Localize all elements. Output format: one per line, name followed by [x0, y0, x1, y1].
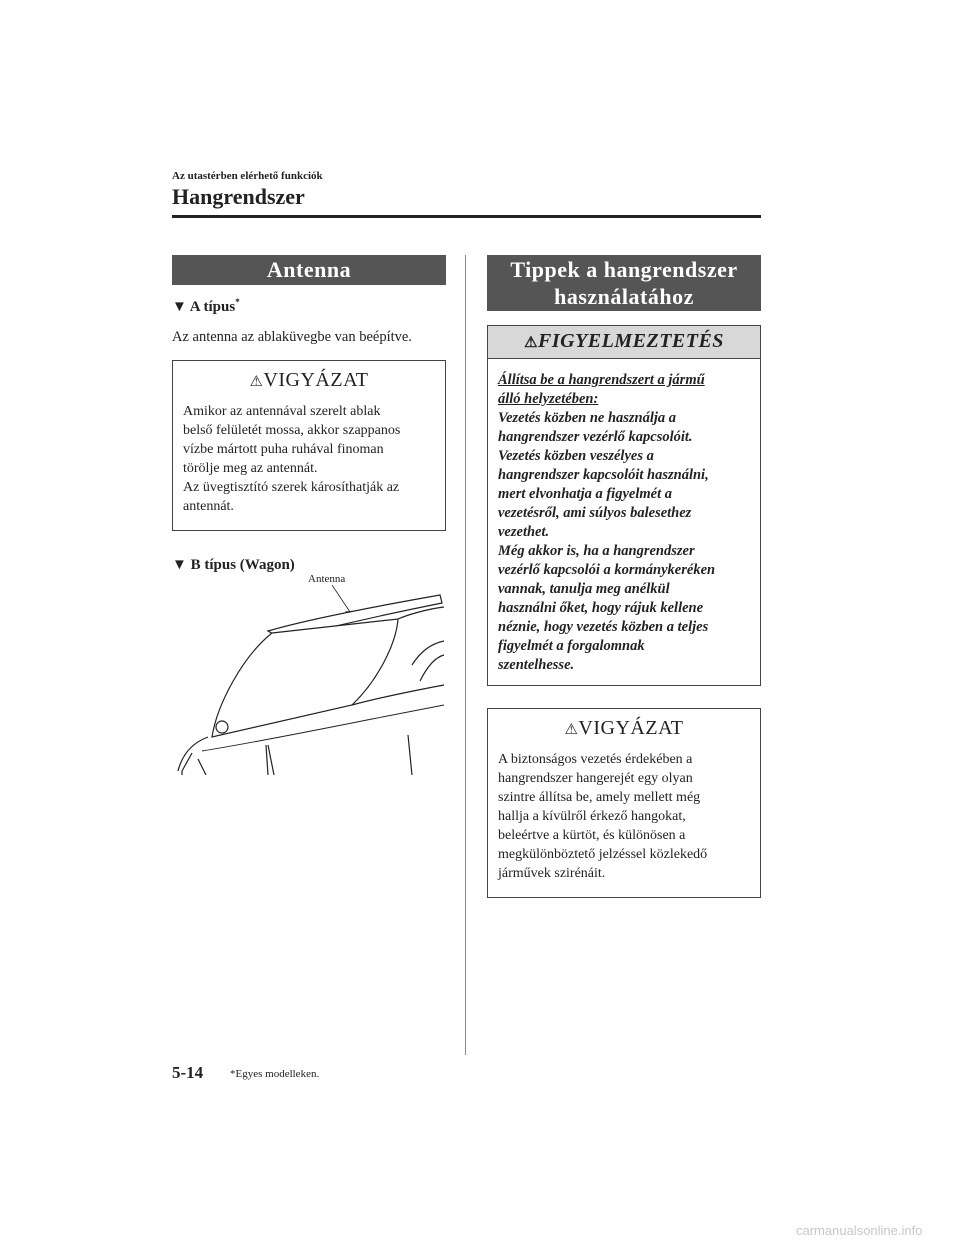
- caution-line: antennát.: [183, 499, 234, 514]
- car-rear-illustration: [172, 585, 446, 775]
- caution-title-text: VIGYÁZAT: [263, 369, 369, 391]
- warning-underline-line: álló helyzetében:: [498, 391, 599, 407]
- caution-line: beleértve a kürtöt, és különösen a: [498, 828, 686, 843]
- warning-text: [498, 409, 750, 675]
- tips-banner: [487, 255, 761, 311]
- caution-line: törölje meg az antennát.: [183, 461, 318, 476]
- caution-line: megkülönböztető jelzéssel közlekedő: [498, 847, 708, 862]
- caution-line: A biztonságos vezetés érdekében a: [498, 752, 693, 767]
- warning-line: Vezetés közben veszélyes a: [498, 448, 654, 464]
- right-column: [487, 255, 761, 898]
- page-number: 5-14: [172, 1063, 204, 1082]
- type-a-text: Az antenna az ablaküvegbe van beépítve.: [172, 329, 412, 345]
- warning-line: Még akkor is, ha a hangrendszer: [498, 543, 695, 559]
- warning-underlined-text: [498, 371, 750, 409]
- caution-title: [498, 709, 750, 750]
- breadcrumb: Az utastérben elérhető funkciók: [172, 170, 323, 182]
- rear-window-antenna-figure: [172, 585, 446, 780]
- type-a-heading: [172, 297, 446, 316]
- left-column: [172, 255, 446, 574]
- caution-title: [183, 361, 435, 402]
- caution-line: vízbe mártott puha ruhával finoman: [183, 442, 384, 457]
- caution-line: Az üvegtisztító szerek károsíthatják az: [183, 480, 400, 495]
- caution-line: belső felületét mossa, akkor szappanos: [183, 423, 401, 438]
- caution-line: szintre állítsa be, amely mellett még: [498, 790, 701, 805]
- warning-line: vezetésről, ami súlyos balesethez: [498, 505, 692, 521]
- warning-title-text: FIGYELMEZTETÉS: [538, 330, 724, 352]
- column-divider: [465, 255, 466, 1055]
- caution-text: [498, 750, 750, 883]
- caution-line: Amikor az antennával szerelt ablak: [183, 404, 381, 419]
- caution-line: hangrendszer hangerejét egy olyan: [498, 771, 693, 786]
- watermark: carmanualsonline.info: [796, 1223, 923, 1238]
- antenna-banner: Antenna: [172, 255, 446, 285]
- warning-line: vezérlő kapcsolói a kormánykeréken: [498, 562, 716, 578]
- warning-line: néznie, hogy vezetés közben a teljes: [498, 619, 709, 635]
- warning-line: hangrendszer vezérlő kapcsolóit.: [498, 429, 693, 445]
- caution-line: járművek szirénáit.: [498, 866, 606, 881]
- footnote: *Egyes modelleken.: [230, 1068, 320, 1080]
- warning-triangle-icon: ⚠: [524, 335, 539, 351]
- warning-line: használni őket, hogy rájuk kellene: [498, 600, 704, 616]
- warning-line: szentelhesse.: [498, 657, 575, 673]
- figure-label-antenna: Antenna: [308, 573, 346, 585]
- section-title: Hangrendszer: [172, 184, 305, 209]
- caution-text: [183, 402, 435, 516]
- header-rule: [172, 215, 761, 218]
- type-b-heading: ▼ B típus (Wagon): [172, 557, 295, 573]
- warning-line: figyelmét a forgalomnak: [498, 638, 645, 654]
- warning-line: hangrendszer kapcsolóit használni,: [498, 467, 709, 483]
- warning-line: Vezetés közben ne használja a: [498, 410, 677, 426]
- caution-box-antenna: [172, 360, 446, 531]
- warning-triangle-icon: ⚠: [249, 374, 264, 390]
- type-a-label: ▼ A típus: [172, 299, 236, 315]
- caution-title-text: VIGYÁZAT: [578, 717, 684, 739]
- warning-title: [488, 326, 760, 359]
- warning-line: vezethet.: [498, 524, 550, 540]
- caution-box-volume: [487, 708, 761, 898]
- warning-box: [487, 325, 761, 686]
- warning-underline-line: Állítsa be a hangrendszert a jármű: [498, 372, 705, 388]
- warning-triangle-icon: ⚠: [564, 722, 579, 738]
- warning-line: vannak, tanulja meg anélkül: [498, 581, 670, 597]
- tips-banner-line2: használatához: [554, 284, 694, 309]
- caution-line: hallja a kívülről érkező hangokat,: [498, 809, 686, 824]
- warning-line: mert elvonhatja a figyelmét a: [498, 486, 672, 502]
- footnote-mark: *: [235, 297, 240, 307]
- tips-banner-line1: Tippek a hangrendszer: [510, 257, 738, 282]
